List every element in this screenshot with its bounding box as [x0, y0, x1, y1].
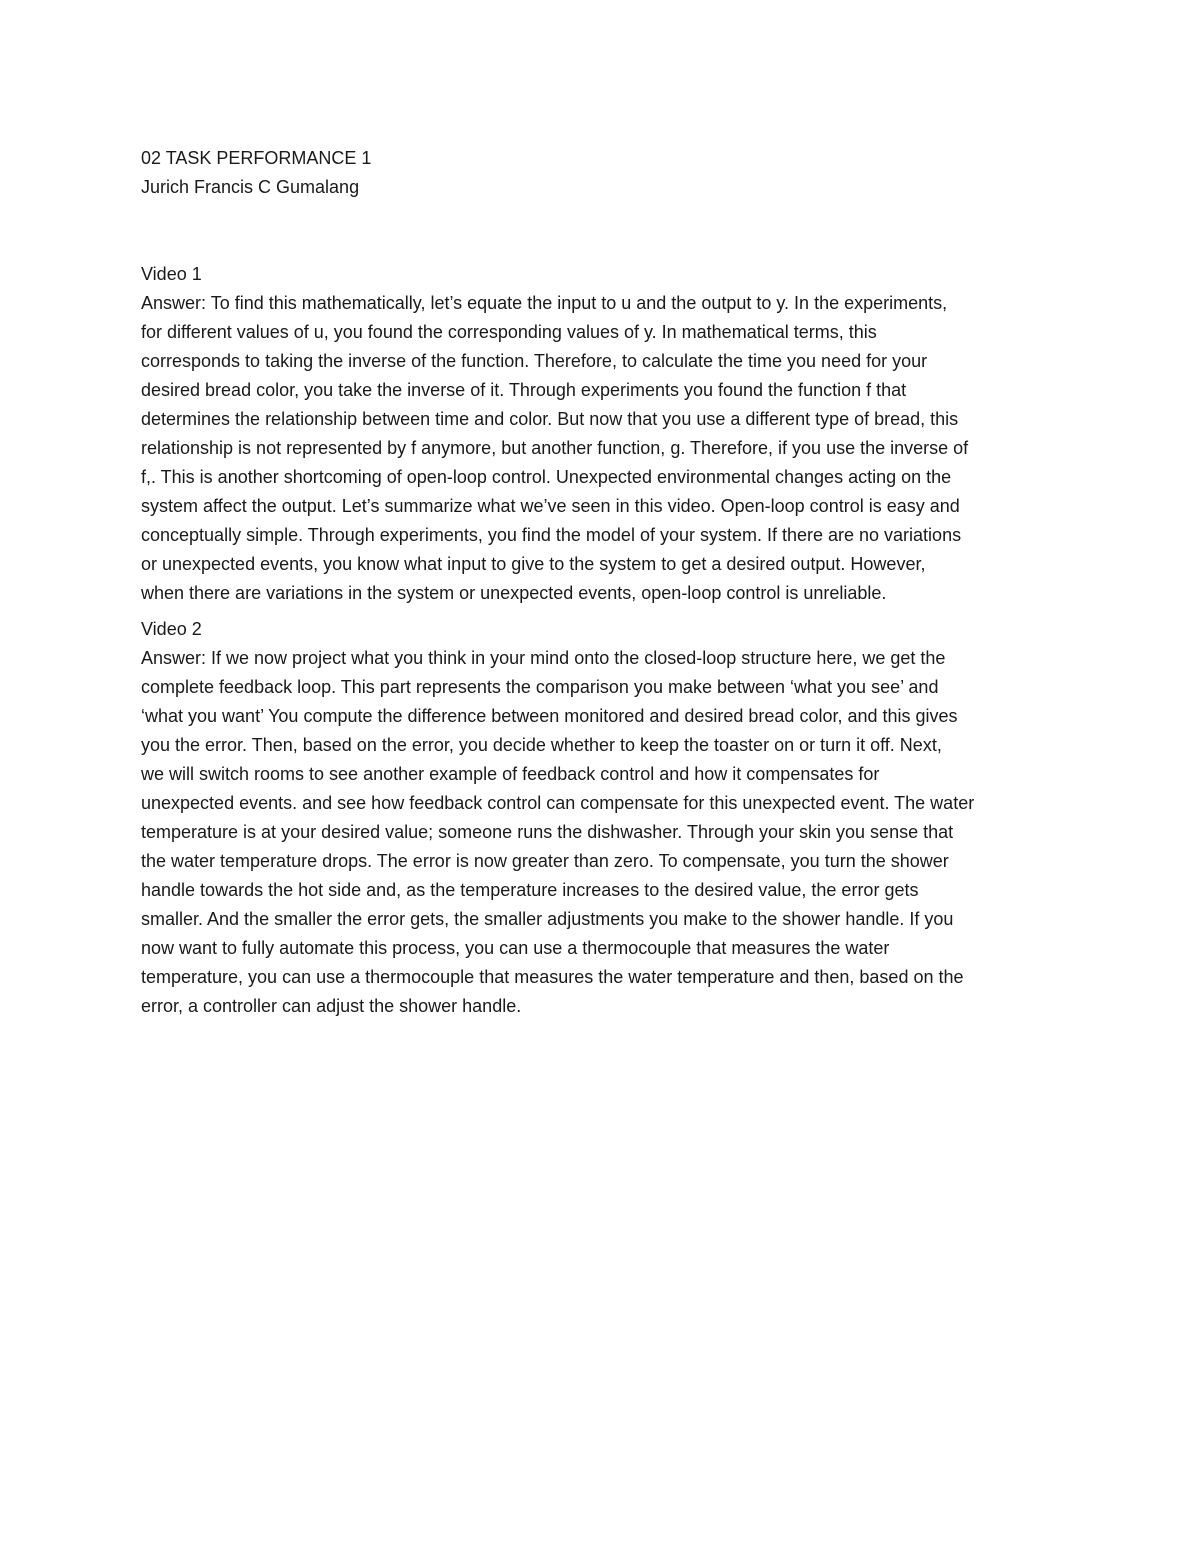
body-line: system affect the output. Let’s summarize what we’ve seen in this video. Open-loop control is easy and [141, 496, 960, 516]
section-heading: Video 1 [141, 264, 202, 284]
body-line: relationship is not represented by f anymore, but another function, g. Therefore, if you use the inverse of [141, 438, 969, 458]
body-line: error, a controller can adjust the shower handle. [141, 996, 522, 1016]
body-line: we will switch rooms to see another example of feedback control and how it compensates for [141, 764, 880, 784]
section-body [141, 644, 1063, 1021]
body-line: f,. This is another shortcoming of open-loop control. Unexpected environmental changes acting on the [141, 467, 952, 487]
section-heading: Video 2 [141, 619, 202, 639]
body-line: unexpected events. and see how feedback control can compensate for this unexpected event. The water [141, 793, 975, 813]
section-video-2 [141, 615, 1063, 1021]
section-video-1 [141, 260, 1063, 608]
document-content [141, 144, 1063, 1021]
body-line: for different values of u, you found the corresponding values of y. In mathematical terms, this [141, 322, 877, 342]
body-line: ‘what you want’ You compute the difference between monitored and desired bread color, and this gives [141, 706, 958, 726]
section-body [141, 289, 1063, 608]
body-line: temperature is at your desired value; someone runs the dishwasher. Through your skin you sense that [141, 822, 954, 842]
body-line: smaller. And the smaller the error gets, the smaller adjustments you make to the shower handle. If you [141, 909, 954, 929]
body-line: the water temperature drops. The error is now greater than zero. To compensate, you turn the shower [141, 851, 949, 871]
document-author: Jurich Francis C Gumalang [141, 177, 360, 197]
body-line: now want to fully automate this process, you can use a thermocouple that measures the water [141, 938, 890, 958]
body-line: corresponds to taking the inverse of the function. Therefore, to calculate the time you need for your [141, 351, 928, 371]
body-line: when there are variations in the system or unexpected events, open-loop control is unreliable. [141, 583, 887, 603]
body-line: conceptually simple. Through experiments, you find the model of your system. If there are no variations [141, 525, 962, 545]
body-line: or unexpected events, you know what input to give to the system to get a desired output. However, [141, 554, 926, 574]
body-line: handle towards the hot side and, as the temperature increases to the desired value, the error gets [141, 880, 919, 900]
body-line: determines the relationship between time and color. But now that you use a different type of bread, this [141, 409, 959, 429]
document-title: 02 TASK PERFORMANCE 1 [141, 148, 372, 168]
body-line: Answer: To find this mathematically, let’s equate the input to u and the output to y. In the experiments, [141, 293, 948, 313]
spacer [141, 608, 1063, 615]
body-line: Answer: If we now project what you think in your mind onto the closed-loop structure here, we get the [141, 648, 946, 668]
body-line: desired bread color, you take the inverse of it. Through experiments you found the function f that [141, 380, 907, 400]
body-line: temperature, you can use a thermocouple that measures the water temperature and then, based on the [141, 967, 964, 987]
body-line: complete feedback loop. This part represents the comparison you make between ‘what you see’ and [141, 677, 939, 697]
spacer [141, 202, 1063, 260]
body-line: you the error. Then, based on the error, you decide whether to keep the toaster on or turn it off. Next, [141, 735, 942, 755]
